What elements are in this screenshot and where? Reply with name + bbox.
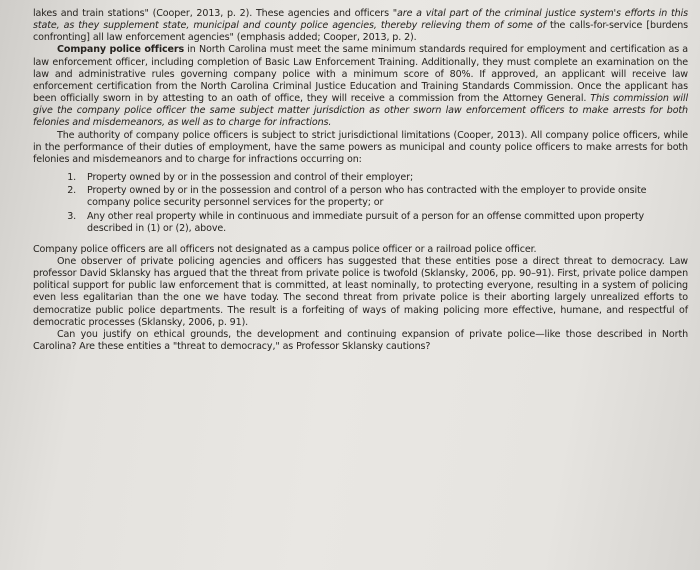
jurisdiction-list [33,172,688,235]
list-item: 3. Any other real property while in continuous and immediate pursuit of a person for an offense committed upon property described in (1) or (2), above. [79,211,688,235]
paragraph-authority: The authority of company police officers is subject to strict jurisdictional limitations (Cooper, 2013). All company police officers, while in the performance of their duties of employment, have the same powers as municipal and county police officers to make arrests for both felonies and misdemeanors and to charge for infractions occurring on: [33,129,688,165]
company-police-requirements: in North Carolina must meet the same minimum standards required for employment and certification as a law enforcement officer, including completion of Basic Law Enforcement Training. Additionally, they must complete an examination on the law and administrative rules governing company police with a minimum score of 80%. If approved, an applicant will receive law enforcement certification from the North Carolina Criminal Justice Education and Training Standards Commission. Once the applicant has been officially sworn in by attesting to an oath of office, they will receive a commission from the Attorney General. [33,44,688,105]
term-company-police-officers: Company police officers [57,44,185,56]
quote-tail: the calls-for-service [burdens confronting] all law enforcement agencies" (emphasis added; Cooper, 2013, p. 2). [33,20,688,44]
paragraph-sklansky: One observer of private policing agencies and officers has suggested that these entities pose a direct threat to democracy. Law professor David Sklansky has argued that the threat from private police is twofold (Sklansky, 2006, pp. 90–91). First, private police dampen political support for public law enforcement that is committed, at least nominally, to protecting everyone, resulting in a system of policing even less egalitarian than the one we have today. The second threat from private police is their aborting largely unrealized efforts to democratize public police departments. The result is a forfeiting of ways of making policing more effective, humane, and respectful of democratic processes (Sklansky, 2006, p. 91). [33,255,688,328]
paragraph-definition: Company police officers are all officers not designated as a campus police officer or a railroad police officer. [33,243,537,255]
commission-jurisdiction-italic: This commission will give the company police officer the same subject matter jurisdiction as other sworn law enforcement officers to make arrests for both felonies and misdemeanors, as well as to charge for infractions. [33,93,688,129]
paragraph-question: Can you justify on ethical grounds, the development and continuing expansion of private police—like those described in North Carolina? Are these entities a "threat to democracy," as Professor Sklansky cautions? [33,328,688,353]
textbook-page [33,8,688,353]
list-item: 1. Property owned by or in the possession and control of their employer; [79,172,688,184]
paragraph-company-police [33,44,688,129]
paragraph-cooper-quote [33,8,688,44]
list-item: 2. Property owned by or in the possession and control of a person who has contracted with the employer to provide onsite company police security personnel services for the property; or [79,185,688,209]
quote-intro: lakes and train stations" (Cooper, 2013, p. 2). These agencies and officers [33,8,393,19]
quote-italic: "are a vital part of the criminal justice system's efforts in this state, as they supplement state, municipal and county police agencies, thereby relieving them of some of [33,8,688,32]
